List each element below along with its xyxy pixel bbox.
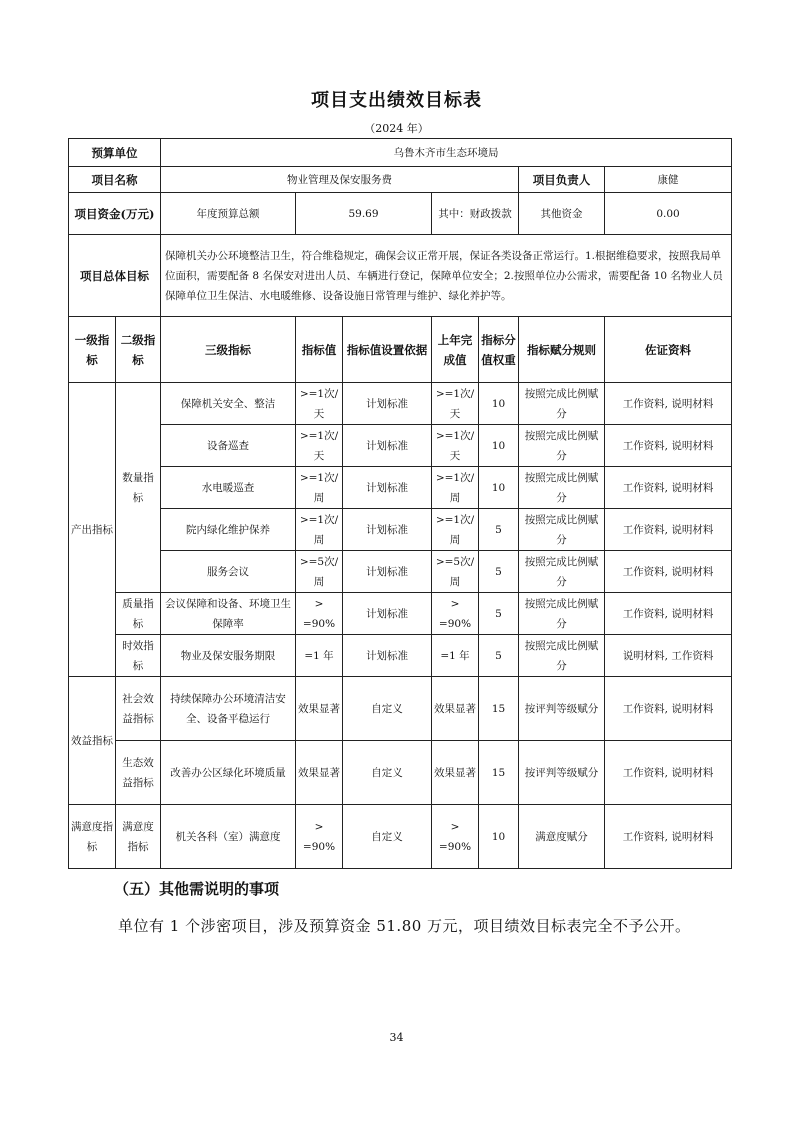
col-basis: 指标值设置依据 (343, 317, 432, 383)
page-title: 项目支出绩效目标表 (311, 90, 482, 111)
indicator-last: 效果显著 (432, 677, 479, 741)
indicator-rule: 按评判等级赋分 (519, 677, 605, 741)
indicator-value: >=1次/周 (296, 467, 343, 509)
indicator-evidence: 工作资料, 说明材料 (605, 425, 732, 467)
indicator-rule: 按照完成比例赋分 (519, 635, 605, 677)
group-timeliness: 时效指标 (116, 635, 161, 677)
indicator-weight: 5 (479, 551, 519, 593)
body-text: 单位有 1 个涉密项目，涉及预算资金 51.80 万元，项目绩效目标表完全不予公开。 (118, 917, 691, 935)
project-name-row (69, 167, 732, 193)
group-social: 社会效益指标 (116, 677, 161, 741)
indicator-evidence: 工作资料, 说明材料 (605, 383, 732, 425)
indicator-basis: 计划标准 (343, 509, 432, 551)
annual-total-value: 59.69 (296, 193, 432, 235)
indicator-value: 效果显著 (296, 677, 343, 741)
table-row (69, 509, 732, 551)
indicator-basis: 计划标准 (343, 425, 432, 467)
indicator-name: 水电暖巡查 (161, 467, 296, 509)
funds-row (69, 193, 732, 235)
indicator-last: >=1次/周 (432, 509, 479, 551)
indicator-basis: 计划标准 (343, 551, 432, 593)
indicator-value: 效果显著 (296, 741, 343, 805)
indicator-name: 物业及保安服务期限 (161, 635, 296, 677)
indicator-name: 院内绿化维护保养 (161, 509, 296, 551)
col-last-year: 上年完成值 (432, 317, 479, 383)
other-label: 其他资金 (519, 193, 605, 235)
group-satisfaction: 满意度指标 (69, 805, 116, 869)
budget-unit-value: 乌鲁木齐市生态环境局 (161, 139, 732, 167)
year-note: （2024 年） (364, 122, 429, 135)
overall-goal-value: 保障机关办公环境整洁卫生，符合维稳规定，确保会议正常开展，保证各类设备正常运行。1.根据维稳要求，按照我局单位面积，需要配备 8 名保安对进出人员、车辆进行登记，保障单位安全；2.按照单位办公需求，需要配备 10 名物业人员保障单位卫生保洁、水电暖维修、设备设施日常管理与维护、绿化养护等。 (161, 235, 732, 317)
indicator-evidence: 工作资料, 说明材料 (605, 593, 732, 635)
col-evidence: 佐证资料 (605, 317, 732, 383)
page-number: 34 (389, 1031, 404, 1044)
indicator-value: >=5次/周 (296, 551, 343, 593)
indicator-basis: 自定义 (343, 741, 432, 805)
performance-table (68, 138, 732, 869)
group-satisfaction-sub: 满意度指标 (116, 805, 161, 869)
indicator-value: > =90% (296, 805, 343, 869)
indicator-name: 机关各科（室）满意度 (161, 805, 296, 869)
table-row (69, 551, 732, 593)
overall-goal-row (69, 235, 732, 317)
indicator-value: >=1次/天 (296, 425, 343, 467)
indicator-evidence: 工作资料, 说明材料 (605, 509, 732, 551)
indicator-evidence: 工作资料, 说明材料 (605, 805, 732, 869)
table-row (69, 425, 732, 467)
indicator-evidence: 工作资料, 说明材料 (605, 677, 732, 741)
indicator-last: > =90% (432, 805, 479, 869)
annual-total-label: 年度预算总额 (161, 193, 296, 235)
indicator-weight: 5 (479, 593, 519, 635)
indicator-basis: 计划标准 (343, 635, 432, 677)
group-quality: 质量指标 (116, 593, 161, 635)
col-value: 指标值 (296, 317, 343, 383)
indicator-weight: 10 (479, 383, 519, 425)
project-leader-label: 项目负责人 (519, 167, 605, 193)
indicator-name: 服务会议 (161, 551, 296, 593)
table-row (69, 635, 732, 677)
col-level1: 一级指标 (69, 317, 116, 383)
indicator-name: 设备巡查 (161, 425, 296, 467)
indicator-value: >=1次/天 (296, 383, 343, 425)
section-heading: （五）其他需说明的事项 (114, 880, 280, 898)
indicator-weight: 10 (479, 425, 519, 467)
indicator-weight: 5 (479, 509, 519, 551)
indicator-value: >=1次/周 (296, 509, 343, 551)
fiscal-label: 其中：财政拨款 (432, 193, 519, 235)
col-level2: 二级指标 (116, 317, 161, 383)
other-value: 0.00 (605, 193, 732, 235)
indicator-last: >=5次/周 (432, 551, 479, 593)
indicator-weight: 10 (479, 805, 519, 869)
indicator-basis: 自定义 (343, 805, 432, 869)
indicator-basis: 自定义 (343, 677, 432, 741)
indicator-weight: 15 (479, 741, 519, 805)
indicator-last: >=1次/周 (432, 467, 479, 509)
indicator-evidence: 工作资料, 说明材料 (605, 741, 732, 805)
group-output: 产出指标 (69, 383, 116, 677)
indicator-last: =1 年 (432, 635, 479, 677)
indicator-rule: 按照完成比例赋分 (519, 383, 605, 425)
indicator-evidence: 工作资料, 说明材料 (605, 467, 732, 509)
indicator-value: =1 年 (296, 635, 343, 677)
indicator-name: 保障机关安全、整洁 (161, 383, 296, 425)
indicator-rule: 按照完成比例赋分 (519, 509, 605, 551)
indicator-rule: 按照完成比例赋分 (519, 551, 605, 593)
indicator-name: 持续保障办公环境清洁安全、设备平稳运行 (161, 677, 296, 741)
indicator-basis: 计划标准 (343, 467, 432, 509)
indicator-rule: 按照完成比例赋分 (519, 593, 605, 635)
indicator-value: > =90% (296, 593, 343, 635)
table-row (69, 741, 732, 805)
group-ecological: 生态效益指标 (116, 741, 161, 805)
funds-label: 项目资金(万元) (69, 193, 161, 235)
indicator-evidence: 说明材料, 工作资料 (605, 635, 732, 677)
group-benefit: 效益指标 (69, 677, 116, 805)
indicator-rule: 按评判等级赋分 (519, 741, 605, 805)
budget-unit-label: 预算单位 (69, 139, 161, 167)
indicator-basis: 计划标准 (343, 383, 432, 425)
table-row (69, 805, 732, 869)
indicator-rule: 满意度赋分 (519, 805, 605, 869)
indicator-weight: 5 (479, 635, 519, 677)
budget-unit-row (69, 139, 732, 167)
col-weight: 指标分值权重 (479, 317, 519, 383)
table-row (69, 383, 732, 425)
indicator-rule: 按照完成比例赋分 (519, 425, 605, 467)
table-row (69, 467, 732, 509)
project-name-label: 项目名称 (69, 167, 161, 193)
indicator-last: >=1次/天 (432, 425, 479, 467)
col-rule: 指标赋分规则 (519, 317, 605, 383)
group-quantity: 数量指标 (116, 383, 161, 593)
table-row (69, 677, 732, 741)
indicator-basis: 计划标准 (343, 593, 432, 635)
indicator-name: 改善办公区绿化环境质量 (161, 741, 296, 805)
table-row (69, 593, 732, 635)
indicator-weight: 15 (479, 677, 519, 741)
indicator-weight: 10 (479, 467, 519, 509)
overall-goal-label: 项目总体目标 (69, 235, 161, 317)
project-name-value: 物业管理及保安服务费 (161, 167, 519, 193)
indicator-last: >=1次/天 (432, 383, 479, 425)
column-header-row (69, 317, 732, 383)
indicator-last: 效果显著 (432, 741, 479, 805)
indicator-last: > =90% (432, 593, 479, 635)
indicator-name: 会议保障和设备、环境卫生保障率 (161, 593, 296, 635)
indicator-evidence: 工作资料, 说明材料 (605, 551, 732, 593)
col-level3: 三级指标 (161, 317, 296, 383)
indicator-rule: 按照完成比例赋分 (519, 467, 605, 509)
project-leader-value: 康健 (605, 167, 732, 193)
